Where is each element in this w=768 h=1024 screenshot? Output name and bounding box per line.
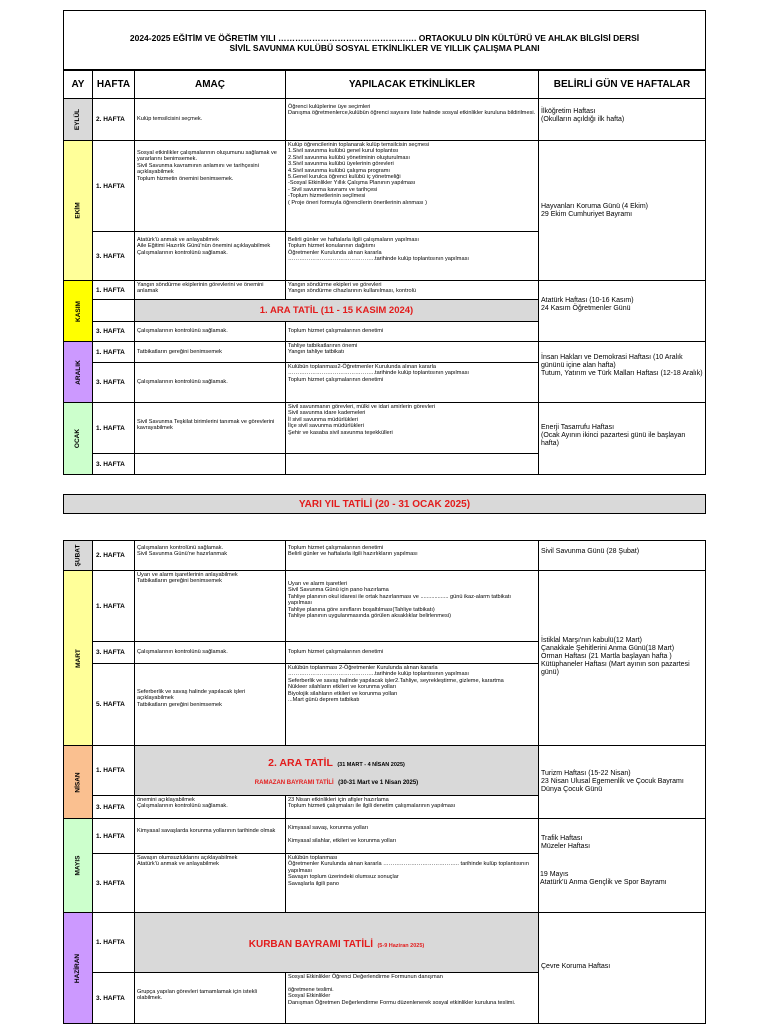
amac-cell: Sosyal etkinlikler çalışmalarının oluşumunu sağlamak ve yararlarını benimsemek. Sivil Savunma kavramının anlamını ve tarihçesini açıklayabilmek Toplum hizmetin önemini benimsemek. <box>134 140 286 232</box>
week-label: 5. HAFTA <box>92 663 135 746</box>
column-header-amac: AMAÇ <box>134 70 286 99</box>
month-haziran: HAZİRAN <box>63 912 93 1024</box>
week-label: 1. HAFTA <box>92 570 135 642</box>
week-label: 3. HAFTA <box>92 453 135 475</box>
etkinlik-cell: Kimyasal savaş, korunma yolları Kimyasal silahlar, etkileri ve korunma yolları <box>285 818 539 854</box>
header-line-2: SİVİL SAVUNMA KULÜBÜ SOSYAL ETKİNLİKLER VE YILLIK ÇALIŞMA PLANI <box>229 43 540 53</box>
week-label: 1. HAFTA <box>92 912 135 973</box>
belirli-gun-cell: Hayvanları Koruma Günü (4 Ekim) 29 Ekim Cumhuriyet Bayramı <box>538 140 706 281</box>
amac-cell: Grupça yapılan görevleri tamamlamak için istekli olabilmek. <box>134 972 286 1024</box>
etkinlik-cell: Yangın söndürme ekipleri ve görevleri Yangın söndürme cihazlarının kullanılması, kontrolü <box>285 280 539 300</box>
month-ekim: EKİM <box>63 140 93 281</box>
column-header-belirli: BELİRLİ GÜN VE HAFTALAR <box>538 70 706 99</box>
belirli-gun-cell: Çevre Koruma Haftası <box>538 912 706 1024</box>
amac-cell: Çalışmaların kontrolünü sağlamak. Sivil Savunma Günü'ne hazırlanmak <box>134 540 286 571</box>
week-label: 3. HAFTA <box>92 972 135 1024</box>
ara-tatil-2-banner <box>134 745 539 796</box>
amac-cell: Atatürk'ü anmak ve anlayabilmek Aile Eğitimi Hazırlık Günü'nün önemini açıklayabilmek Çalışmalarının kontrolünü sağlamak. <box>134 231 286 281</box>
month-mart: MART <box>63 570 93 746</box>
column-header-hafta: HAFTA <box>92 70 135 99</box>
amac-cell: Uyarı ve alarm işaretlerinin anlayabilmek Tatbikatların gereğini benimsemek <box>134 570 286 642</box>
ara-tatil-1-banner: 1. ARA TATİL (11 - 15 KASIM 2024) <box>134 299 539 322</box>
week-label: 3. HAFTA <box>92 231 135 281</box>
belirli-gun-cell: İstiklal Marşı'nın kabulü(12 Mart) Çanakkale Şehitlerini Anma Günü(18 Mart) Orman Haftası (21 Martla başlayan hafta ) Kütüphaneler Haftası (Mart ayının son pazartesi günü) <box>538 570 706 746</box>
column-header-ay: AY <box>63 70 93 99</box>
week-label: 2. HAFTA <box>92 540 135 571</box>
ramazan-tatili-date: (30-31 Mart ve 1 Nisan 2025) <box>338 779 419 786</box>
week-label: 2. HAFTA <box>92 98 135 141</box>
plan-header <box>63 10 706 70</box>
etkinlik-cell: Sosyal Etkinlikler Öğrenci Değerlendirme Formunun danışman öğretmene teslimi. Sosyal Etkinlikler Danışman Öğretmen Değerlendirme Formu düzenlenerek sosyal etkinlikler kuruluna teslimi. <box>285 972 539 1024</box>
ramazan-tatili-title: RAMAZAN BAYRAMI TATİLİ <box>254 779 334 786</box>
belirli-gun-cell: Atatürk Haftası (10-16 Kasım) 24 Kasım Öğretmenler Günü <box>538 280 706 342</box>
month-aralik: ARALIK <box>63 341 93 403</box>
etkinlik-cell: Kulübün toplanması2-Öğretmenler Kurulunda alınan kararla ………………………………………..tarihinde kulüp toplantısının yapılması Toplum hizmet çalışmalarının denetimi <box>285 362 539 403</box>
amac-cell: Kulüp temsilcisini seçmek. <box>134 98 286 141</box>
kurban-tatili-title: KURBAN BAYRAMI TATİLİ <box>248 938 374 950</box>
kurban-tatili-date: (5-9 Haziran 2025) <box>377 942 425 949</box>
week-label: 3. HAFTA <box>92 795 135 819</box>
belirli-gun-cell: Enerji Tasarrufu Haftası (Ocak Ayının ikinci pazartesi günü ile başlayan hafta) <box>538 402 706 475</box>
etkinlik-cell: 23 Nisan etkinlikleri için afişler hazırlama Toplum hizmeti çalışmaları ile ilgili denetim çalışmalarının yapılması <box>285 795 539 819</box>
amac-cell: Kimyasal savaşlarda korunma yollarının tarihinde olmak <box>134 818 286 854</box>
ara-tatil-2-title: 2. ARA TATİL <box>268 756 333 769</box>
week-label: 1. HAFTA <box>92 280 135 300</box>
week-label: 1. HAFTA <box>92 341 135 363</box>
week-label: 3. HAFTA <box>92 362 135 403</box>
month-mayis: MAYIS <box>63 818 93 913</box>
amac-cell: Savaşın olumsuzluklarını açıklayabilmek Atatürk'ü anmak ve anlayabilmek <box>134 853 286 913</box>
amac-cell: Tatbikatların gereğini benimsemek <box>134 341 286 363</box>
etkinlik-cell: Toplum hizmet çalışmalarının denetimi <box>285 321 539 342</box>
amac-cell: Seferberlik ve savaş halinde yapılacak işleri açıklayabilmek Tatbikatların gereğini benimsemek <box>134 663 286 746</box>
week-label: 1. HAFTA <box>92 402 135 454</box>
belirli-gun-cell: Trafik Haftası Müzeler Haftası <box>538 818 706 913</box>
etkinlik-cell: Kulüp öğrencilerinin toplanarak kulüp temsilcisin seçmesi 1.Sivil savunma kulübü genel kurul toplantısı 2.Sivil savunma kulübü yönetiminin oluşturulması 3.Sivil savunma kulübü üyelerinin görevleri 4.Sivil savunma kulübü çalışma programı 5.Genel kurulca öğrenci kulübü iç yönetmeliği -Sosyal Etkinlikler Yıllık Çalışma Planının yapılması - Sivil savunma kavramı ve tarihçesi -Toplum hizmetlerinin seçilmesi ( Proje öneri formuyla öğrencilerin önerilerinin alınması ) <box>285 140 539 232</box>
etkinlik-cell: Sivil savunmanın görevleri, mülki ve idari amirlerin görevleri Sivil savunma idare kademeleri İl sivil savunma müdürlükleri İlçe sivil savunma müdürlükleri Şehir ve kasaba sivil savunma teşekkülleri <box>285 402 539 454</box>
ara-tatil-2-date: (31 MART - 4 NİSAN 2025) <box>337 761 405 768</box>
week-label: 1. HAFTA <box>92 140 135 232</box>
belirli-gun-cell: Turizm Haftası (15-22 Nisan) 23 Nisan Ulusal Egemenlik ve Çocuk Bayramı Dünya Çocuk Günü <box>538 745 706 819</box>
amac-cell: Çalışmalarının kontrolünü sağlamak. <box>134 321 286 342</box>
header-line-1: 2024-2025 EĞİTİM VE ÖĞRETİM YILI …………………………………………. ORTAOKULU DİN KÜLTÜRÜ VE AHLAK BİLGİSİ DERSİ <box>129 33 640 43</box>
week-label: 3. HAFTA <box>92 853 135 913</box>
amac-cell: Sivil Savunma Teşkilat birimlerini tanımak ve görevlerini kavrayabilmek <box>134 402 286 454</box>
etkinlik-cell: Öğrenci kulüplerine üye seçimleri Danışma öğretmenlerce,kulübün öğrenci sayısını liste halinde sosyal etkinlikler kuruluna bildirilmesi. <box>285 98 539 141</box>
week-label: 3. HAFTA <box>92 321 135 342</box>
week-label: 1. HAFTA <box>92 818 135 854</box>
etkinlik-cell: Belirli günler ve haftalarla ilgili çalışmaların yapılması Toplum hizmet konularının dağıtımı Öğretmenler Kurulunda alınan kararla ………………………………………..tarihinde kulüp toplantısının yapılması <box>285 231 539 281</box>
belirli-gun-cell-19-mayis: 19 Mayıs Atatürk'ü Anma Gençlik ve Spor Bayramı <box>540 871 667 886</box>
week-label: 3. HAFTA <box>92 641 135 664</box>
belirli-gun-cell: İlköğretim Haftası (Okulların açıldığı ilk hafta) <box>538 98 706 141</box>
week-label: 1. HAFTA <box>92 745 135 796</box>
etkinlik-cell: Toplum hizmet çalışmalarının denetimi <box>285 641 539 664</box>
month-eylul: EYLÜL <box>63 98 93 141</box>
etkinlik-cell: Kulübün toplanması 2-Öğretmenler Kurulunda alınan kararla ………………………………………..tarihinde kulüp toplantısının yapılması Seferberlik ve savaş halinde yapılacak işler2.Tahliye, seyrekleştirme, gizleme, karartma Nükleer silahların etkileri ve korunma yolları Biyolojik silahların etkileri ve korunma yolları ...Mart günü deprem tatbikatı <box>285 663 539 746</box>
amac-cell: Yangın söndürme ekiplerinin görevlerini ve önemini anlamak <box>134 280 286 300</box>
month-nisan: NİSAN <box>63 745 93 819</box>
amac-cell <box>134 453 286 475</box>
etkinlik-cell: Uyarı ve alarm işaretleri Sivil Savunma Günü için pano hazırlama Tahliye planının okul idaresi ile ortak hazırlanması ve .................. günü ikaz-alarm tatbikatı yapılması Tahliye planına göre sınıfların boşaltılması(Tahliye tatbikatı) Tahliye planının uygulanmasında görülen aksaklıklar belirlenmesi) <box>285 570 539 642</box>
etkinlik-cell <box>285 453 539 475</box>
kurban-bayrami-banner <box>134 912 539 973</box>
etkinlik-cell: Kulübün toplanması Öğretmenler Kurulunda alınan kararla ………………………………….. tarihinde kulüp toplantısının yapılması Savaşın toplum üzerindeki olumsuz sonuçlar Savaşlarla ilgili pano <box>285 853 539 913</box>
belirli-gun-cell: İnsan Hakları ve Demokrasi Haftası (10 Aralık gününü içine alan hafta) Tutum, Yatırım ve Türk Malları Haftası (12-18 Aralık) <box>538 341 706 403</box>
amac-cell: önemini açıklayabilmek Çalışmalarının kontrolünü sağlamak. <box>134 795 286 819</box>
column-header-yapilacak: YAPILACAK ETKİNLİKLER <box>285 70 539 99</box>
month-subat: ŞUBAT <box>63 540 93 571</box>
etkinlik-cell: Toplum hizmet çalışmalarının denetimi Belirli günler ve haftalarla ilgili hazırlıkların yapılması <box>285 540 539 571</box>
yari-yil-tatili-banner: YARI YIL TATİLİ (20 - 31 OCAK 2025) <box>63 494 706 514</box>
amac-cell: Çalışmalarının kontrolünü sağlamak. <box>134 362 286 403</box>
amac-cell: Çalışmalarının kontrolünü sağlamak. <box>134 641 286 664</box>
etkinlik-cell: Tahliye tatbikatlarının önemi Yangın tahliye tatbikatı <box>285 341 539 363</box>
month-kasim: KASIM <box>63 280 93 342</box>
month-ocak: OCAK <box>63 402 93 475</box>
belirli-gun-cell: Sivil Savunma Günü (28 Şubat) <box>538 540 706 571</box>
